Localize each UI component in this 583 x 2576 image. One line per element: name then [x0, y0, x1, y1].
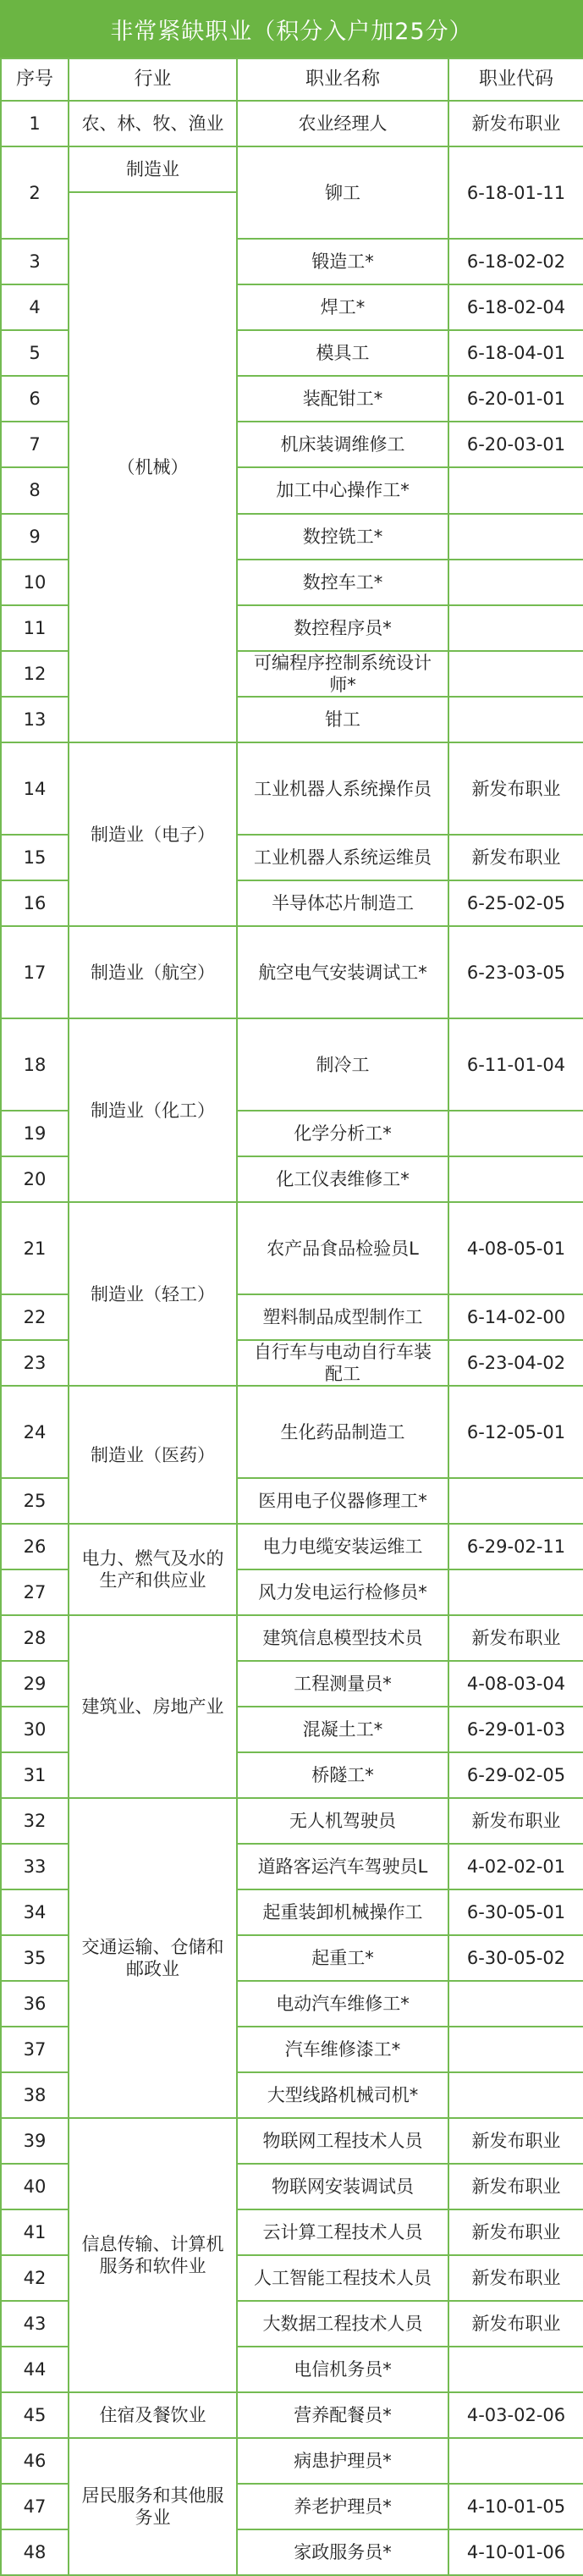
industry-mfg-mech-label: （机械） [117, 457, 189, 477]
cell-name: 家政服务员* [237, 2529, 448, 2575]
cell-no: 30 [1, 1707, 69, 1752]
cell-code: 6-25-02-05 [448, 880, 583, 926]
cell-name: 加工中心操作工* [237, 467, 448, 513]
cell-no: 8 [1, 467, 69, 513]
cell-no: 5 [1, 330, 69, 376]
cell-no: 32 [1, 1798, 69, 1844]
cell-code: 6-29-01-03 [448, 1707, 583, 1752]
cell-no: 3 [1, 239, 69, 284]
cell-industry: 信息传输、计算机服务和软件业 [69, 2118, 237, 2392]
cell-name: 工业机器人系统操作员 [237, 742, 448, 835]
cell-code: 新发布职业 [448, 2301, 583, 2347]
table-row [1, 1615, 583, 1661]
cell-code [448, 514, 583, 560]
cell-code: 6-20-01-01 [448, 376, 583, 422]
cell-code: 6-30-05-01 [448, 1889, 583, 1935]
cell-code: 新发布职业 [448, 1798, 583, 1844]
cell-code: 新发布职业 [448, 2118, 583, 2164]
cell-no: 39 [1, 2118, 69, 2164]
cell-no: 27 [1, 1569, 69, 1615]
cell-code: 6-18-04-01 [448, 330, 583, 376]
table-row [1, 1386, 583, 1478]
cell-name: 模具工 [237, 330, 448, 376]
cell-no: 46 [1, 2438, 69, 2484]
cell-name: 电动汽车维修工* [237, 1981, 448, 2027]
cell-no: 42 [1, 2255, 69, 2301]
cell-code: 6-23-03-05 [448, 926, 583, 1018]
cell-code: 新发布职业 [448, 2164, 583, 2209]
cell-name: 数控车工* [237, 560, 448, 605]
cell-no: 22 [1, 1294, 69, 1340]
cell-code: 4-02-02-01 [448, 1844, 583, 1889]
cell-industry: 电力、燃气及水的生产和供应业 [69, 1524, 237, 1615]
cell-code [448, 2347, 583, 2392]
cell-name: 人工智能工程技术人员 [237, 2255, 448, 2301]
cell-name: 可编程序控制系统设计师* [237, 651, 448, 697]
cell-no: 21 [1, 1202, 69, 1294]
cell-name: 半导体芯片制造工 [237, 880, 448, 926]
cell-no: 34 [1, 1889, 69, 1935]
cell-code: 新发布职业 [448, 742, 583, 835]
cell-code: 6-14-02-00 [448, 1294, 583, 1340]
cell-name: 塑料制品成型制作工 [237, 1294, 448, 1340]
cell-no: 43 [1, 2301, 69, 2347]
cell-name: 工程测量员* [237, 1661, 448, 1707]
cell-name: 数控铣工* [237, 514, 448, 560]
cell-name: 电力电缆安装运维工 [237, 1524, 448, 1569]
cell-name: 道路客运汽车驾驶员L [237, 1844, 448, 1889]
table-row [1, 926, 583, 1018]
cell-name: 钳工 [237, 697, 448, 742]
cell-name: 铆工 [237, 146, 448, 239]
cell-name: 混凝土工* [237, 1707, 448, 1752]
cell-code [448, 1111, 583, 1156]
cell-no: 31 [1, 1752, 69, 1798]
cell-name: 机床装调维修工 [237, 422, 448, 467]
cell-name: 桥隧工* [237, 1752, 448, 1798]
cell-code [448, 697, 583, 742]
table-row [1, 2118, 583, 2164]
cell-code: 新发布职业 [448, 2255, 583, 2301]
cell-code [448, 651, 583, 697]
cell-code [448, 560, 583, 605]
cell-code: 6-29-02-11 [448, 1524, 583, 1569]
cell-no: 9 [1, 514, 69, 560]
cell-name: 物联网工程技术人员 [237, 2118, 448, 2164]
cell-name: 工业机器人系统运维员 [237, 835, 448, 880]
cell-no: 18 [1, 1018, 69, 1111]
cell-name: 化学分析工* [237, 1111, 448, 1156]
cell-industry: 交通运输、仓储和邮政业 [69, 1798, 237, 2118]
cell-no: 25 [1, 1478, 69, 1524]
cell-code [448, 1478, 583, 1524]
cell-name: 大型线路机械司机* [237, 2072, 448, 2118]
cell-code: 6-12-05-01 [448, 1386, 583, 1478]
cell-no: 6 [1, 376, 69, 422]
cell-no: 12 [1, 651, 69, 697]
cell-industry: 制造业（电子） [69, 742, 237, 926]
cell-industry: 建筑业、房地产业 [69, 1615, 237, 1798]
cell-no: 2 [1, 146, 69, 239]
cell-no: 45 [1, 2392, 69, 2438]
cell-code: 6-29-02-05 [448, 1752, 583, 1798]
cell-industry: 制造业（航空） [69, 926, 237, 1018]
cell-name: 航空电气安装调试工* [237, 926, 448, 1018]
table-title: 非常紧缺职业（积分入户加25分） [0, 0, 583, 58]
cell-name: 锻造工* [237, 239, 448, 284]
cell-code: 6-18-02-02 [448, 239, 583, 284]
cell-code [448, 467, 583, 513]
header-row [1, 58, 583, 101]
cell-no: 29 [1, 1661, 69, 1707]
cell-code [448, 2072, 583, 2118]
cell-name: 焊工* [237, 284, 448, 330]
cell-name: 化工仪表维修工* [237, 1156, 448, 1202]
cell-name: 风力发电运行检修员* [237, 1569, 448, 1615]
cell-no: 47 [1, 2484, 69, 2529]
cell-no: 7 [1, 422, 69, 467]
cell-no: 4 [1, 284, 69, 330]
cell-code [448, 1569, 583, 1615]
cell-code: 新发布职业 [448, 1615, 583, 1661]
cell-code: 4-10-01-05 [448, 2484, 583, 2529]
cell-no: 20 [1, 1156, 69, 1202]
cell-no: 24 [1, 1386, 69, 1478]
cell-name: 汽车维修漆工* [237, 2027, 448, 2072]
cell-code: 6-18-01-11 [448, 146, 583, 239]
cell-industry: 制造业（化工） [69, 1018, 237, 1202]
cell-industry: 居民服务和其他服务业 [69, 2438, 237, 2575]
cell-name: 农业经理人 [237, 101, 448, 146]
cell-no: 44 [1, 2347, 69, 2392]
cell-name: 云计算工程技术人员 [237, 2209, 448, 2255]
cell-code [448, 605, 583, 651]
cell-no: 40 [1, 2164, 69, 2209]
cell-no: 10 [1, 560, 69, 605]
cell-name: 自行车与电动自行车装配工 [237, 1340, 448, 1386]
cell-code [448, 2027, 583, 2072]
cell-code: 新发布职业 [448, 2209, 583, 2255]
cell-name: 营养配餐员* [237, 2392, 448, 2438]
cell-no: 17 [1, 926, 69, 1018]
table-row [1, 1018, 583, 1111]
cell-no: 26 [1, 1524, 69, 1569]
cell-no: 36 [1, 1981, 69, 2027]
cell-no: 35 [1, 1935, 69, 1981]
table-row [1, 146, 583, 239]
cell-name: 起重装卸机械操作工 [237, 1889, 448, 1935]
cell-name: 数控程序员* [237, 605, 448, 651]
cell-no: 11 [1, 605, 69, 651]
header-industry: 行业 [69, 58, 237, 101]
cell-name: 起重工* [237, 1935, 448, 1981]
cell-industry: 农、林、牧、渔业 [69, 101, 237, 146]
cell-code [448, 1156, 583, 1202]
table-row [1, 1798, 583, 1844]
cell-no: 15 [1, 835, 69, 880]
header-name: 职业名称 [237, 58, 448, 101]
cell-industry: 住宿及餐饮业 [69, 2392, 237, 2438]
cell-code: 4-08-05-01 [448, 1202, 583, 1294]
cell-name: 病患护理员* [237, 2438, 448, 2484]
cell-code: 新发布职业 [448, 835, 583, 880]
cell-name: 生化药品制造工 [237, 1386, 448, 1478]
cell-no: 19 [1, 1111, 69, 1156]
table-row [1, 2392, 583, 2438]
cell-no: 33 [1, 1844, 69, 1889]
cell-name: 农产品食品检验员L [237, 1202, 448, 1294]
cell-no: 14 [1, 742, 69, 835]
cell-code: 6-11-01-04 [448, 1018, 583, 1111]
industry-mfg-label: 制造业 [69, 147, 236, 193]
cell-no: 16 [1, 880, 69, 926]
header-no: 序号 [1, 58, 69, 101]
table-row [1, 101, 583, 146]
cell-name: 物联网安装调试员 [237, 2164, 448, 2209]
cell-code: 6-30-05-02 [448, 1935, 583, 1981]
cell-no: 37 [1, 2027, 69, 2072]
cell-name: 电信机务员* [237, 2347, 448, 2392]
cell-no: 1 [1, 101, 69, 146]
cell-no: 28 [1, 1615, 69, 1661]
cell-industry: 制造业（轻工） [69, 1202, 237, 1386]
cell-code [448, 1981, 583, 2027]
table-row [1, 2438, 583, 2484]
cell-code: 6-18-02-04 [448, 284, 583, 330]
cell-no: 48 [1, 2529, 69, 2575]
cell-name: 无人机驾驶员 [237, 1798, 448, 1844]
cell-name: 医用电子仪器修理工* [237, 1478, 448, 1524]
cell-code: 4-10-01-06 [448, 2529, 583, 2575]
cell-industry-mfg [69, 146, 237, 742]
cell-code: 新发布职业 [448, 101, 583, 146]
cell-code: 6-20-03-01 [448, 422, 583, 467]
cell-name: 装配钳工* [237, 376, 448, 422]
cell-industry: 制造业（医药） [69, 1386, 237, 1524]
cell-code: 6-23-04-02 [448, 1340, 583, 1386]
cell-name: 大数据工程技术人员 [237, 2301, 448, 2347]
cell-no: 38 [1, 2072, 69, 2118]
table-row [1, 1524, 583, 1569]
header-code: 职业代码 [448, 58, 583, 101]
cell-name: 制冷工 [237, 1018, 448, 1111]
cell-no: 41 [1, 2209, 69, 2255]
cell-code: 4-08-03-04 [448, 1661, 583, 1707]
cell-code [448, 2438, 583, 2484]
table-row [1, 742, 583, 835]
cell-name: 建筑信息模型技术员 [237, 1615, 448, 1661]
cell-no: 23 [1, 1340, 69, 1386]
cell-no: 13 [1, 697, 69, 742]
table-row [1, 1202, 583, 1294]
cell-name: 养老护理员* [237, 2484, 448, 2529]
jobs-table [0, 58, 583, 2576]
cell-code: 4-03-02-06 [448, 2392, 583, 2438]
